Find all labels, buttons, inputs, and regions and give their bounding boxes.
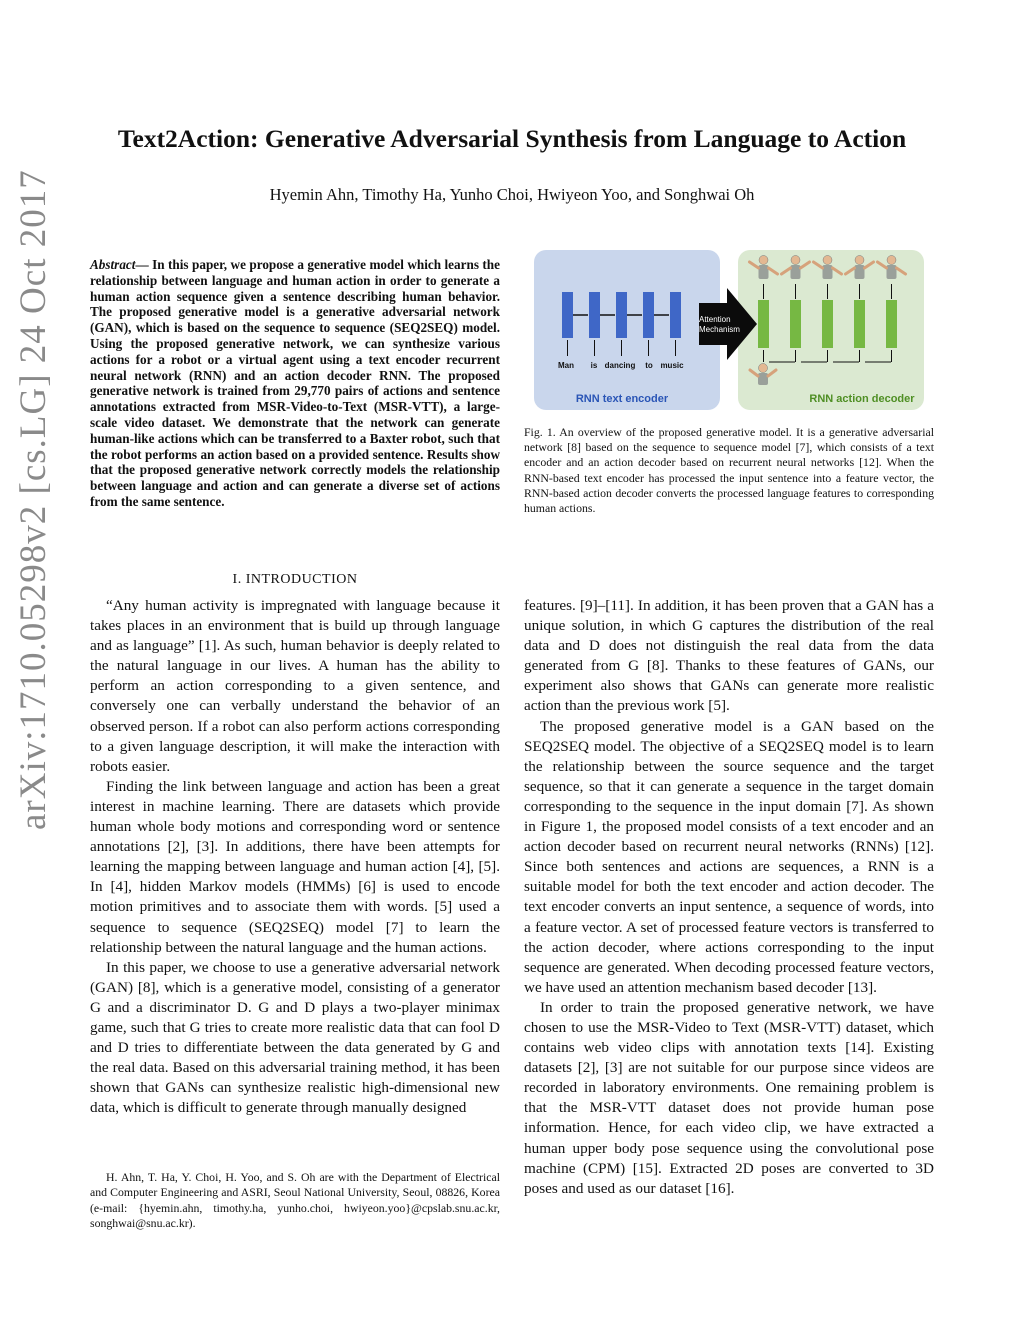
attention-label-line2: Mechanism (699, 325, 740, 334)
paragraph: Finding the link between language and action has been a great interest in machine learning. There are datasets which provide human whole body motions and corresponding word or sentence annotations [2], [3]. In additions, there have been attempts for learning the mapping between language and human action [4], [5]. In [4], hidden Markov models (HMMs) [6] is used to encode motion primitives and to associate them with words. [5] used a sequence to sequence (SEQ2SEQ) model [7] to learn the relationship between the natural language and the human actions. (90, 777, 500, 956)
abstract-label: Abstract (90, 257, 136, 272)
pose-head (887, 256, 896, 265)
pose-torso (855, 265, 865, 279)
section-heading-introduction: I. INTRODUCTION (232, 572, 358, 587)
pose-head (855, 256, 864, 265)
decoder-label: RNN action decoder (809, 393, 915, 405)
abstract-text: — In this paper, we propose a generative model which learns the relationship between language and human action in order to generate a human action sequence given a sentence describing human behavior. The proposed generative model is a generative adversarial network (GAN), which is based on the sequence to sequence (SEQ2SEQ) model. Using the proposed generative network, we can synthesize various actions for a robot or a virtual agent using a text encoder recurrent neural network (RNN) and an action decoder RNN. The proposed generative network is trained from 29,770 pairs of actions and sentence annotations extracted from MSR-Video-to-Text (MSR-VTT), a large-scale video dataset. We demonstrate that the network can generate human-like actions which can be transferred to a Baxter robot, such that the robot performs an action based on a provided sentence. Results show that the proposed generative network correctly models the relationship between language and action and can generate a diverse set of actions from the same sentence. (90, 257, 500, 509)
arxiv-identifier: arXiv:1710.05298v2 [cs.LG] 24 Oct 2017 (13, 169, 54, 830)
attention-label-line1: Attention (699, 315, 731, 324)
encoder-cell (589, 292, 600, 338)
paragraph: features. [9]–[11]. In addition, it has been proven that a GAN has a unique solution, in which G captures the distribution of the real data and D does not distinguish the real data from the data generated from G [8]. Thanks to these features of GANs, our experiment also shows that GANs can generate more realistic action than the previous work [5]. (524, 597, 934, 715)
decoder-cell (854, 300, 865, 348)
pose-head (759, 256, 768, 265)
input-word: music (660, 361, 684, 370)
encoder-cell (616, 292, 627, 338)
encoder-cell (643, 292, 654, 338)
pose-torso (759, 265, 769, 279)
pose-torso (791, 265, 801, 279)
encoder-cell (562, 292, 573, 338)
figure-1-caption: Fig. 1. An overview of the proposed generative model. It is a generative adversarial network [8] based on the sequence to sequence model [7], which consists of a text encoder and an action decoder based on recurrent neural networks [12]. When the RNN-based text encoder has processed the input sentence into a feature vector, the RNN-based action decoder converts the processed language features to corresponding human actions. (524, 425, 934, 516)
figure-1-model-overview (532, 250, 927, 413)
pose-torso (887, 265, 897, 279)
input-word: is (590, 361, 598, 370)
encoder-label: RNN text encoder (575, 393, 669, 405)
initial-pose-head (759, 364, 768, 373)
input-word: to (645, 361, 653, 370)
paragraph: In order to train the proposed generative network, we have chosen to use the MSR-Video to Text (MSR-VTT) dataset, which contains web video clips with annotation texts [14]. Existing datasets [2], [3] are not suitable for our purpose since videos are recorded in laboratory environments. One remaining problem is that the MSR-VTT dataset does not provide human pose information. Hence, for each video clip, we have extracted a human upper body pose sequence using the convolutional pose machine (CPM) [15]. Extracted 2D poses are converted to 3D poses and used as our dataset [16]. (524, 998, 934, 1197)
paragraph: “Any human activity is impregnated with language because it takes places in an environment that is build up through language and as language” [1]. As such, human behavior is deeply related to the natural language in our lives. A human has the ability to perform an action corresponding to a given sentence, and conversely one can verbally understand the behavior of an observed person. If a robot can also perform actions corresponding to a given language description, it will make the interaction with robots easier. (90, 597, 500, 775)
input-word: dancing (604, 361, 636, 370)
pose-torso (823, 265, 833, 279)
initial-pose-torso (758, 373, 768, 385)
right-column-body (524, 596, 934, 1199)
paragraph: The proposed generative model is a GAN based on the SEQ2SEQ model. The objective of a SEQ2SEQ model is to learn the relationship between the source sequence and the target sequence, so that it can generate a sequence in the target domain corresponding to the sequence in the input domain [7]. As shown in Figure 1, the proposed model consists of a text encoder and an action decoder based on recurrent neural networks (RNNs) [12]. Since both sentences and actions are sequences, a RNN is a suitable model for both the text encoder and action decoder. The text encoder converts an input sentence, a sequence of words, into a feature vector. A set of processed feature vectors is transferred to the action decoder, where actions corresponding to the input sequence are generated. When decoding processed feature vectors, we have used an attention mechanism based decoder [13]. (524, 717, 934, 996)
paper-title: Text2Action: Generative Adversarial Synthesis from Language to Action (117, 124, 907, 153)
left-column-body (90, 596, 500, 1118)
pose-head (823, 256, 832, 265)
author-list: Hyemin Ahn, Timothy Ha, Yunho Choi, Hwiyeon Yoo, and Songhwai Oh (269, 185, 755, 204)
author-affiliation-footnote (90, 1170, 500, 1232)
decoder-cell (758, 300, 769, 348)
footnote-text: H. Ahn, T. Ha, Y. Choi, H. Yoo, and S. Oh are with the Department of Electrical and Computer Engineering and ASRI, Seoul National University, Seoul, 08826, Korea (e-mail: {hyemin.ahn, timothy.ha, yunho.choi, hwiyeon.yoo}@cpslab.snu.ac.kr, songhwai@snu.ac.kr). (90, 1170, 500, 1231)
pose-head (791, 256, 800, 265)
decoder-cell (886, 300, 897, 348)
encoder-cell (670, 292, 681, 338)
input-word: Man (558, 361, 574, 370)
decoder-cell (822, 300, 833, 348)
abstract (90, 257, 500, 510)
paragraph: In this paper, we choose to use a generative adversarial network (GAN) [8], which is a generative model, consisting of a generator G and a discriminator D. G and D plays a two-player minimax game, such that G tries to create more realistic data that can fool D and D tries to differentiate between the data generated by G and the real data. Based on this adversarial training method, it has been shown that GANs can synthesize realistic high-dimensional new data, which is difficult to generate through manually designed (90, 958, 500, 1117)
decoder-cell (790, 300, 801, 348)
